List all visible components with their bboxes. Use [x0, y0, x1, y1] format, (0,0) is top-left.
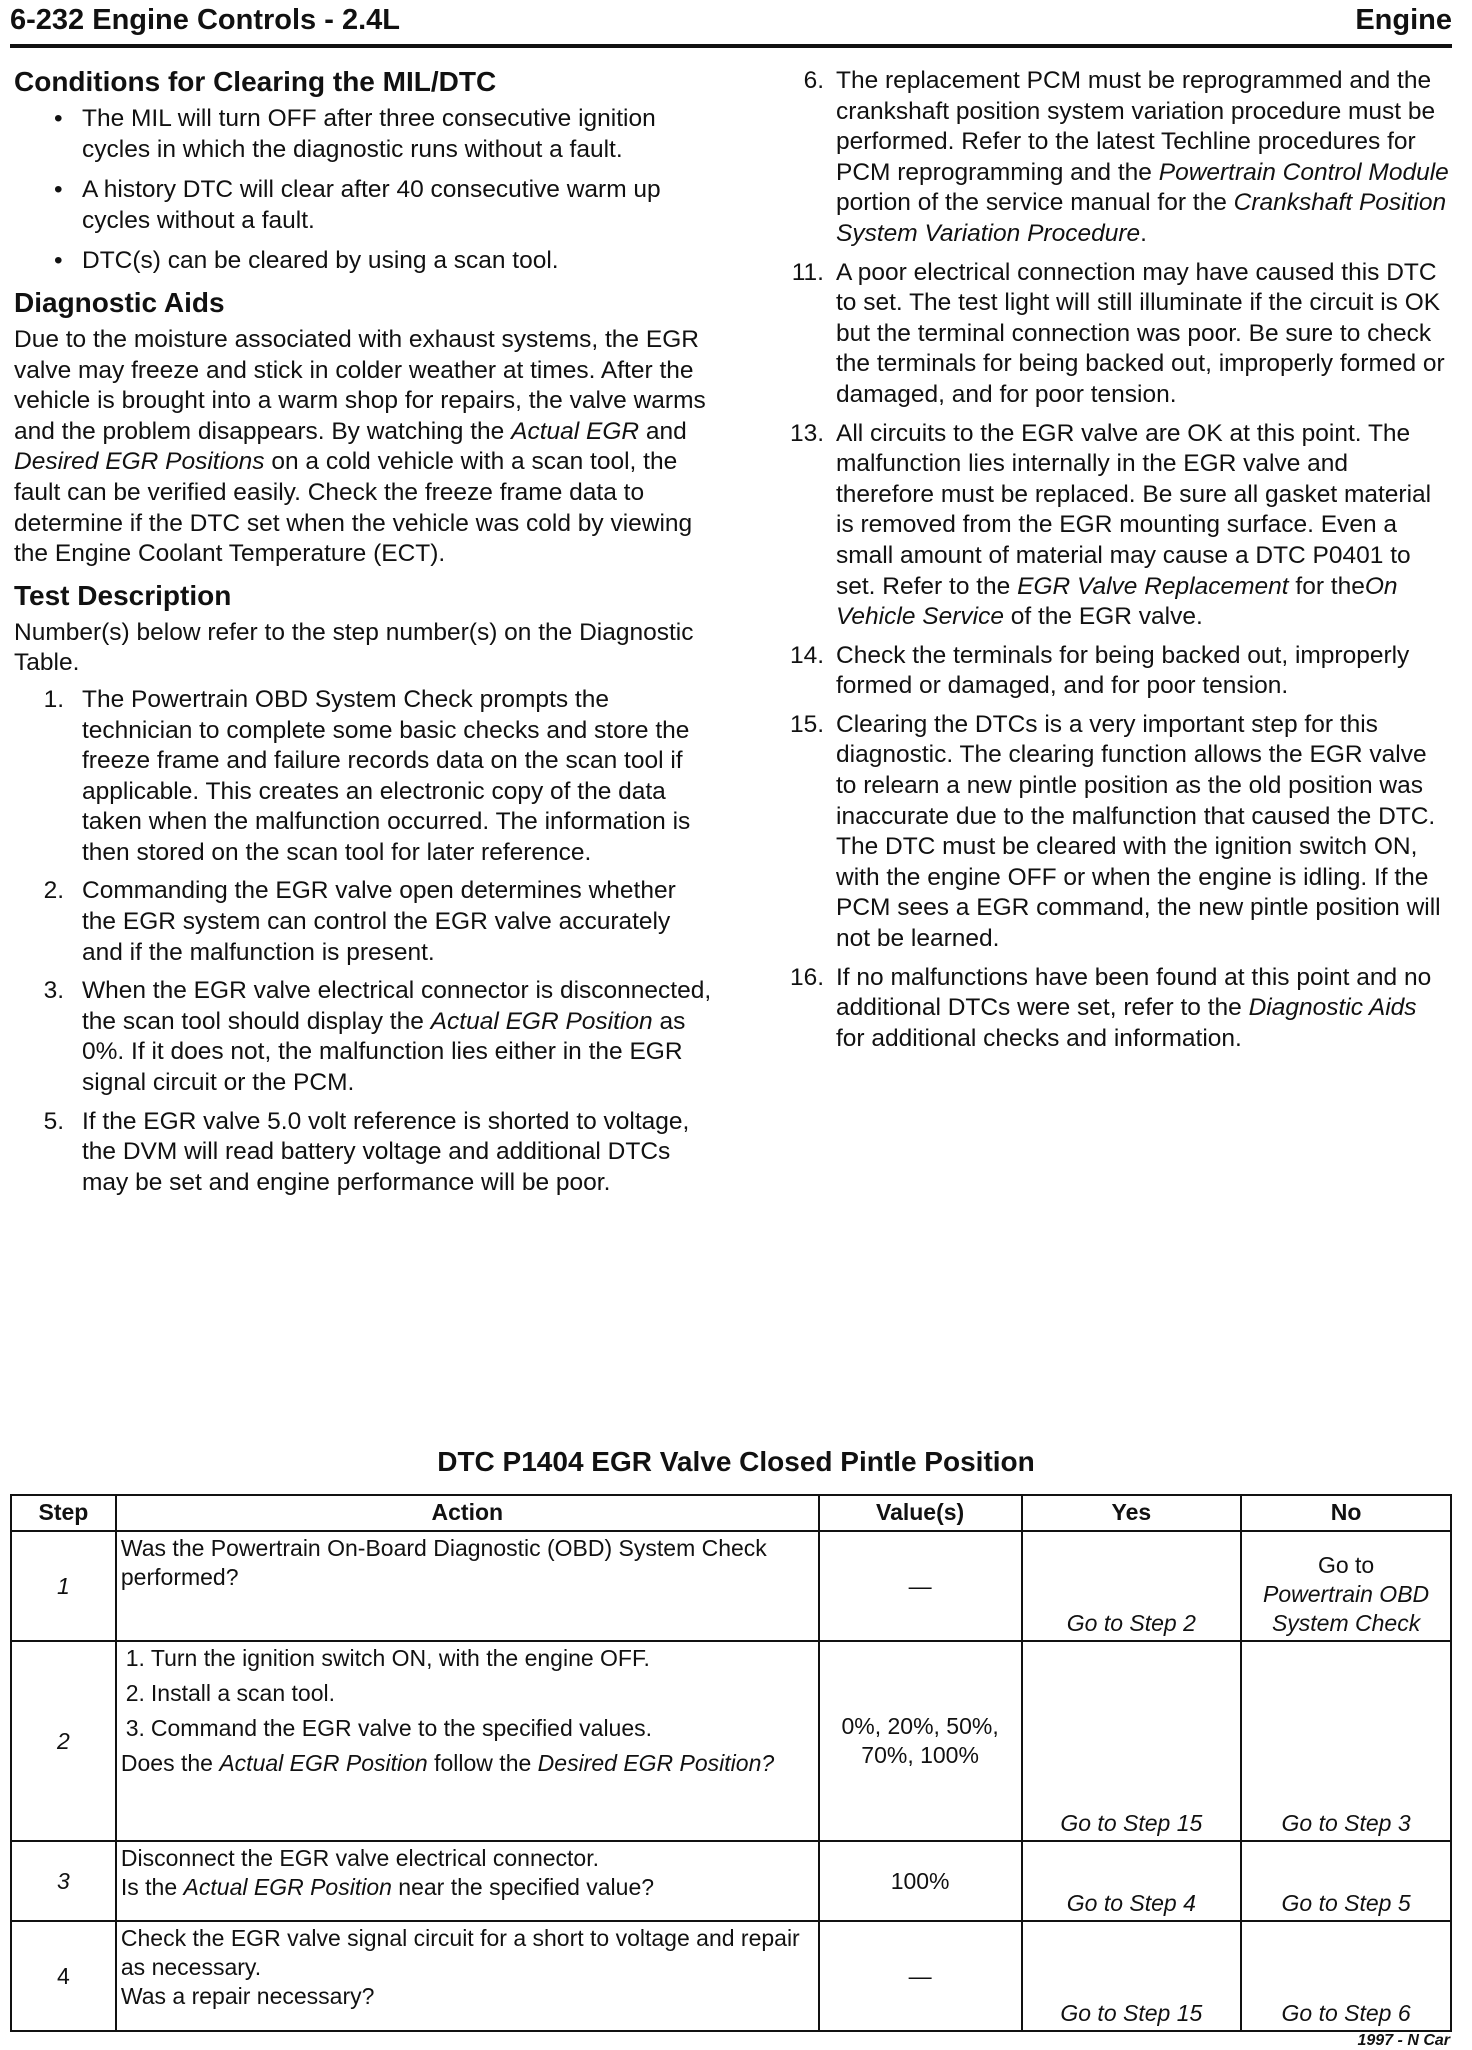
- step-header: Step: [11, 1495, 116, 1531]
- list-item: • A history DTC will clear after 40 consecutive warm up cycles without a fault.: [54, 176, 661, 234]
- list-item: 6. The replacement PCM must be reprogrammed and the crankshaft position system variation procedure must be performed. Refer to the latest Techline procedures for PCM reprogramming and the Powertrain Control Module portion of the service manual for the Crankshaft Position System Variation Procedure.: [803, 67, 1449, 247]
- page-footer: 1997 - N Car: [1357, 2032, 1450, 2049]
- no-cell: Go to Powertrain OBD System Check: [1241, 1531, 1451, 1641]
- action-cell: Was the Powertrain On-Board Diagnostic (OBD) System Check performed?: [116, 1531, 819, 1641]
- table-header-row: [11, 1495, 1451, 1531]
- values-cell: —: [819, 1921, 1022, 2031]
- list-item: 13. All circuits to the EGR valve are OK at this point. The malfunction lies internally in the EGR valve and therefore must be replaced. Be sure all gasket material is removed from the EGR mounting surface. Even a small amount of material may cause a DTC P0401 to set. Refer to the EGR Valve Replacement for theOn Vehicle Service of the EGR valve.: [789, 419, 1432, 631]
- values-cell: 100%: [819, 1841, 1022, 1921]
- step-cell: 2: [11, 1641, 116, 1841]
- action-question: Does the Actual EGR Position follow the Desired EGR Position?: [120, 1750, 775, 1776]
- yes-header: Yes: [1022, 1495, 1242, 1531]
- list-item: 5. If the EGR valve 5.0 volt reference is shorted to voltage, the DVM will read battery voltage and additional DTCs may be set and engine performance will be poor.: [43, 1107, 690, 1196]
- table-row: [11, 1841, 1451, 1921]
- diagnostic-aids-heading: Diagnostic Aids: [14, 286, 225, 318]
- diagnostic-aids-section: [14, 287, 712, 570]
- action-header: Action: [116, 1495, 819, 1531]
- list-item: • The MIL will turn OFF after three consecutive ignition cycles in which the diagnostic runs without a fault.: [54, 105, 656, 163]
- left-column: [14, 66, 712, 1208]
- no-cell: Go to Step 5: [1241, 1841, 1451, 1921]
- test-description-steps-continued: [790, 66, 1450, 1054]
- bullet-icon: •: [54, 105, 63, 132]
- action-cell: [116, 1641, 819, 1841]
- table-title: DTC P1404 EGR Valve Closed Pintle Position: [437, 1446, 1035, 1477]
- yes-cell: Go to Step 15: [1022, 1921, 1242, 2031]
- step-cell: 1: [11, 1531, 116, 1641]
- no-header: No: [1241, 1495, 1451, 1531]
- conditions-heading: Conditions for Clearing the MIL/DTC: [14, 66, 497, 97]
- table-row: [11, 1641, 1451, 1841]
- bullet-icon: •: [54, 176, 63, 204]
- list-item: 15. Clearing the DTCs is a very important step for this diagnostic. The clearing function allows the EGR valve to relearn a new pintle position as the old position was inaccurate due to the malfunction that caused the DTC. The DTC must be cleared with the ignition switch ON, with the engine OFF or when the engine is idling. If the PCM sees a EGR command, the new pintle position will not be learned.: [789, 710, 1441, 953]
- test-description-heading: Test Description: [14, 579, 232, 611]
- yes-cell: Go to Step 4: [1022, 1841, 1242, 1921]
- page-header: [10, 4, 1452, 48]
- step-cell: 3: [11, 1841, 116, 1921]
- section-name: Engine: [1355, 4, 1452, 36]
- values-cell: 0%, 20%, 50%, 70%, 100%: [819, 1641, 1022, 1841]
- values-cell: —: [819, 1531, 1022, 1641]
- list-item: 1. The Powertrain OBD System Check prompts the technician to complete some basic checks and store the freeze frame and failure records data on the scan tool if applicable. This creates an electronic copy of the data taken when the malfunction occurred. The information is then stored on the scan tool for later reference.: [43, 685, 691, 866]
- table-row: [11, 1531, 1451, 1641]
- list-item: 16. If no malfunctions have been found at this point and no additional DTCs were set, refer to the Diagnostic Aids for additional checks and information.: [789, 963, 1432, 1052]
- list-item: 3. Command the EGR valve to the specified values.: [125, 1715, 653, 1741]
- action-cell: Check the EGR valve signal circuit for a short to voltage and repair as necessary. Was a repair necessary?: [116, 1921, 819, 2031]
- list-item: 14. Check the terminals for being backed out, improperly formed or damaged, and for poor tension.: [789, 641, 1410, 700]
- list-item: 2. Commanding the EGR valve open determines whether the EGR system can control the EGR valve accurately and if the malfunction is present.: [43, 877, 676, 966]
- no-cell: Go to Step 3: [1241, 1641, 1451, 1841]
- test-description-steps: [14, 685, 712, 1199]
- action-question: Is the Actual EGR Position near the specified value?: [120, 1874, 655, 1900]
- list-item: 1. Turn the ignition switch ON, with the engine OFF.: [125, 1645, 650, 1671]
- values-header: Value(s): [819, 1495, 1022, 1531]
- bullet-icon: •: [54, 247, 63, 275]
- conditions-section: [14, 66, 712, 277]
- diagnostic-table: [10, 1494, 1452, 2032]
- test-description-section: [14, 580, 712, 1199]
- list-item: • DTC(s) can be cleared by using a scan tool.: [82, 246, 712, 277]
- diagnostic-aids-text: Due to the moisture associated with exhaust systems, the EGR valve may freeze and stick in colder weather at times. After the vehicle is brought into a warm shop for repairs, the valve warms and the problem disappears. By watching the Actual EGR and Desired EGR Positions on a cold vehicle with a scan tool, the fault can be verified easily. Check the freeze frame data to determine if the DTC set when the vehicle was cold by viewing the Engine Coolant Temperature (ECT).: [14, 325, 706, 568]
- right-column: [790, 66, 1450, 1062]
- step-cell: 4: [11, 1921, 116, 2031]
- conditions-list: [14, 104, 712, 277]
- page-number-title: 6-232 Engine Controls - 2.4L: [10, 4, 400, 36]
- list-item: 11. A poor electrical connection may have caused this DTC to set. The test light will still illuminate if the circuit is OK but the terminal connection was poor. Be sure to check the terminals for being backed out, improperly formed or damaged, and for poor tension.: [791, 258, 1445, 408]
- test-description-intro: Number(s) below refer to the step number(s) on the Diagnostic Table.: [14, 618, 694, 677]
- no-cell: Go to Step 6: [1241, 1921, 1451, 2031]
- action-cell: Disconnect the EGR valve electrical connector. Is the Actual EGR Position near the specified value?: [116, 1841, 819, 1921]
- yes-cell: Go to Step 2: [1022, 1531, 1242, 1641]
- yes-cell: Go to Step 15: [1022, 1641, 1242, 1841]
- action-steps: [121, 1644, 814, 1743]
- list-item: 3. When the EGR valve electrical connector is disconnected, the scan tool should display the Actual EGR Position as 0%. If it does not, the malfunction lies either in the EGR signal circuit or the PCM.: [43, 977, 712, 1097]
- list-item: 2. Install a scan tool.: [125, 1680, 335, 1706]
- table-row: [11, 1921, 1451, 2031]
